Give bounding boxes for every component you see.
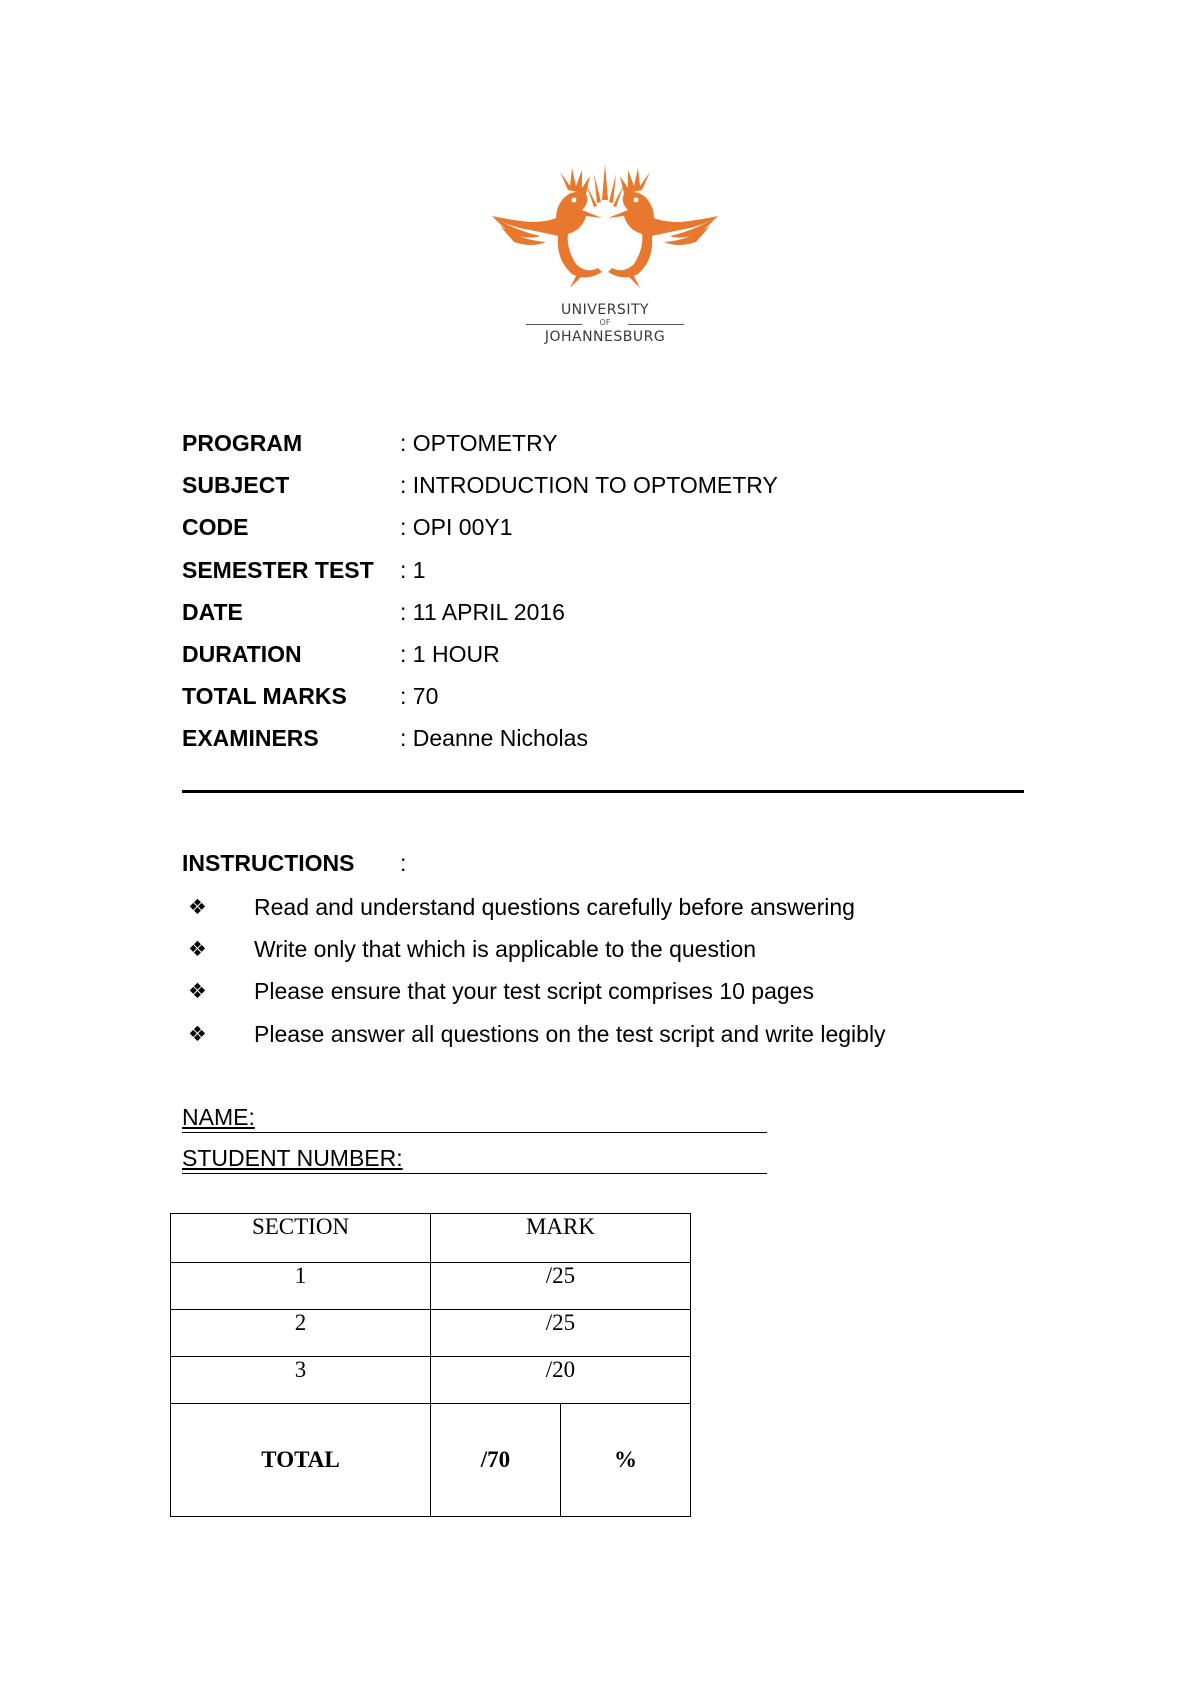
info-value: : 1 HOUR [400, 639, 500, 669]
info-label: DATE [182, 598, 243, 625]
student-number-label: STUDENT NUMBER: [182, 1145, 403, 1171]
mark-cell[interactable]: /25 [431, 1263, 691, 1310]
section-cell: 2 [171, 1310, 431, 1357]
info-label: DURATION [182, 640, 302, 667]
instruction-text: Please ensure that your test script comprises 10 pages [254, 978, 814, 1005]
info-value: : 1 [400, 555, 426, 585]
instructions-heading: INSTRUCTIONS [182, 850, 355, 876]
table-row [171, 1357, 691, 1404]
table-row [171, 1263, 691, 1310]
info-value: : INTRODUCTION TO OPTOMETRY [400, 470, 778, 500]
info-value: : OPTOMETRY [400, 428, 558, 458]
total-percent-cell[interactable]: % [561, 1404, 691, 1517]
diamond-bullet-icon: ❖ [188, 979, 207, 1004]
info-label: SUBJECT [182, 472, 290, 499]
section-cell: 1 [171, 1263, 431, 1310]
instruction-text: Please answer all questions on the test script and write legibly [254, 1020, 886, 1047]
hoopoe-birds-emblem-icon [490, 160, 720, 300]
diamond-bullet-icon: ❖ [188, 937, 207, 962]
instruction-text: Write only that which is applicable to the question [254, 936, 757, 963]
info-label: PROGRAM [182, 430, 303, 456]
info-value: : 70 [400, 681, 438, 711]
logo-text-university: UNIVERSITY [560, 302, 650, 318]
table-row [171, 1310, 691, 1357]
logo-text-johannesburg: JOHANNESBURG [544, 329, 666, 345]
diamond-bullet-icon: ❖ [188, 895, 207, 919]
instruction-text: Read and understand questions carefully before answering [254, 894, 855, 920]
info-value: : 11 APRIL 2016 [400, 597, 565, 627]
info-label: SEMESTER TEST [182, 556, 374, 583]
total-label: TOTAL [171, 1404, 431, 1517]
info-label: TOTAL MARKS [182, 683, 347, 710]
instructions-colon: : [400, 850, 407, 876]
info-label: EXAMINERS [182, 725, 319, 752]
header-mark: MARK [431, 1214, 691, 1263]
name-label: NAME: [182, 1104, 255, 1130]
table-header-row [171, 1214, 691, 1263]
info-label: CODE [182, 514, 249, 541]
section-cell: 3 [171, 1357, 431, 1404]
logo-text-of: OF [599, 318, 611, 327]
diamond-bullet-icon: ❖ [188, 1021, 207, 1046]
info-value: : Deanne Nicholas [400, 723, 588, 753]
mark-cell[interactable]: /20 [431, 1357, 691, 1404]
student-number-field[interactable] [182, 1143, 767, 1174]
total-mark-cell[interactable]: /70 [431, 1404, 561, 1517]
name-field[interactable] [182, 1102, 767, 1133]
info-value: : OPI 00Y1 [400, 512, 513, 542]
table-total-row [171, 1404, 691, 1517]
logo-divider-right [628, 324, 684, 325]
mark-cell[interactable]: /25 [431, 1310, 691, 1357]
horizontal-divider [182, 790, 1024, 793]
university-logo [490, 160, 720, 360]
marks-table [170, 1213, 691, 1517]
header-section: SECTION [171, 1214, 431, 1263]
